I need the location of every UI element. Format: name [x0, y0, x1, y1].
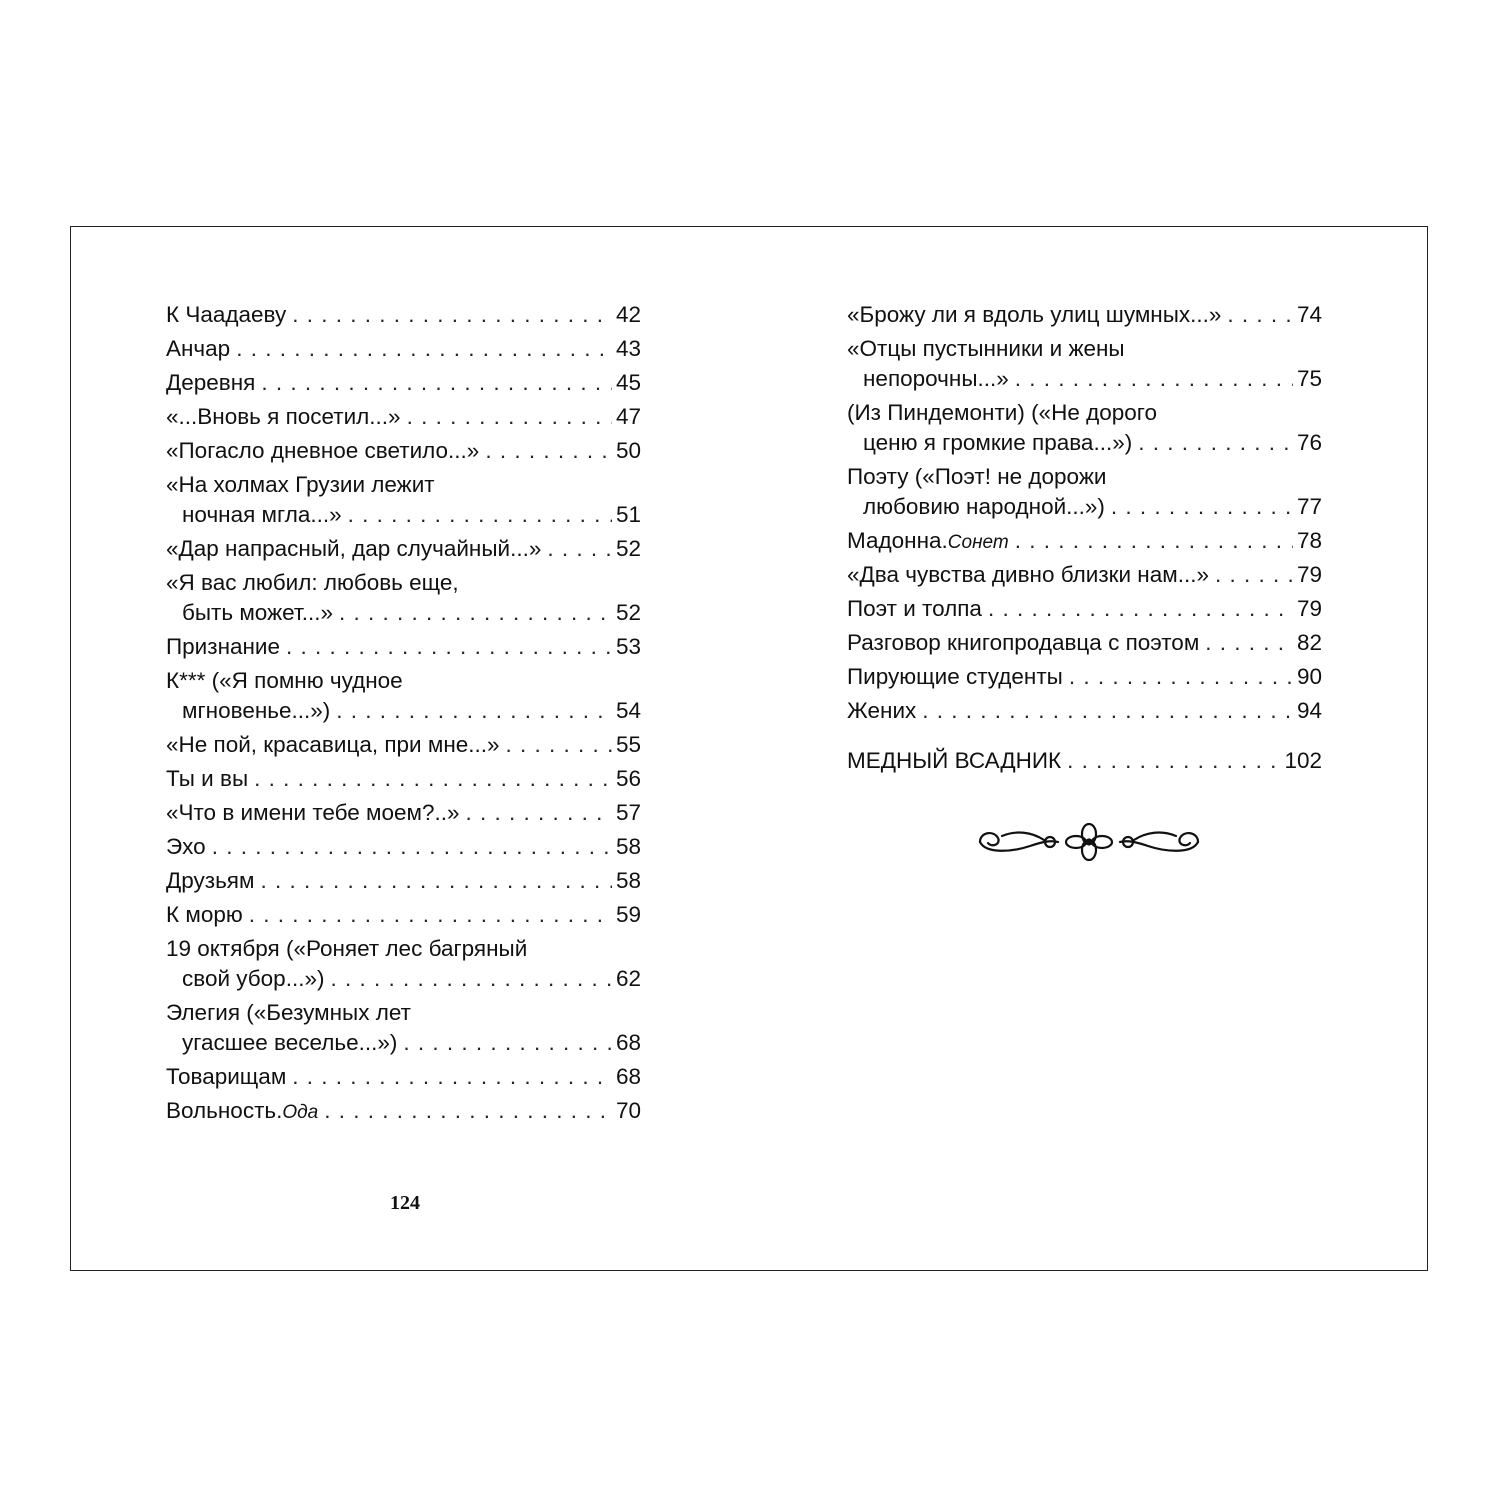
toc-entry-title-continued: угасшее веселье...») [182, 1030, 398, 1055]
toc-entry-title-continued: ночная мгла...» [182, 502, 342, 527]
toc-entry[interactable] [166, 832, 641, 862]
dot-leader [1138, 428, 1293, 458]
toc-entry[interactable] [847, 662, 1322, 692]
toc-entry[interactable] [166, 934, 641, 994]
toc-entry-title: «Я вас любил: любовь еще, [166, 570, 459, 595]
toc-entry-page: 79 [1296, 562, 1322, 587]
section-title: МЕДНЫЙ ВСАДНИК [847, 748, 1062, 773]
toc-entry-page: 79 [1296, 596, 1322, 621]
toc-entry-title: Пирующие студенты [847, 664, 1063, 689]
toc-entry-page: 53 [615, 634, 641, 659]
toc-entry-title: Поэту («Поэт! не дорожи [847, 464, 1107, 489]
toc-entry[interactable] [166, 334, 641, 364]
toc-entry-page: 58 [615, 834, 641, 859]
toc-entry-title: К Чаадаеву [166, 302, 287, 327]
toc-entry-title: «На холмах Грузии лежит [166, 472, 435, 497]
toc-entry[interactable] [166, 300, 641, 330]
toc-entry-title: Эхо [166, 834, 206, 859]
toc-section-entry[interactable] [847, 746, 1322, 776]
dot-leader [1205, 628, 1293, 658]
toc-entry-title: Друзьям [166, 868, 255, 893]
toc-entry-page: 94 [1296, 698, 1322, 723]
dot-leader [1227, 300, 1293, 330]
dot-leader [403, 1028, 612, 1058]
toc-entry-title: К*** («Я помню чудное [166, 668, 403, 693]
toc-entry[interactable] [847, 594, 1322, 624]
toc-entry[interactable] [847, 398, 1322, 458]
toc-entry-title: «Не пой, красавица, при мне...» [166, 732, 500, 757]
toc-entry-page: 78 [1296, 528, 1322, 553]
toc-entry-title: «Отцы пустынники и жены [847, 336, 1125, 361]
toc-entry-page: 52 [615, 600, 641, 625]
dot-leader [212, 832, 612, 862]
toc-entry-page: 68 [615, 1064, 641, 1089]
toc-entry-title-continued: любовию народной...») [863, 494, 1105, 519]
toc-entry-title: «Два чувства дивно близки нам...» [847, 562, 1209, 587]
dot-leader [1215, 560, 1293, 590]
toc-entry-title: «Дар напрасный, дар случайный...» [166, 536, 542, 561]
toc-entry-page: 57 [615, 800, 641, 825]
dot-leader [348, 500, 612, 530]
toc-entry-title: (Из Пиндемонти) («Не дорого [847, 400, 1157, 425]
toc-entry-title: «Погасло дневное светило...» [166, 438, 480, 463]
toc-left-column [166, 300, 641, 1130]
toc-entry-page: 54 [615, 698, 641, 723]
dot-leader [1111, 492, 1293, 522]
toc-entry-genre: Сонет [947, 532, 1009, 553]
toc-entry-page: 68 [615, 1030, 641, 1055]
dot-leader [330, 964, 612, 994]
toc-entry-page: 76 [1296, 430, 1322, 455]
toc-entry[interactable] [166, 568, 641, 628]
toc-entry[interactable] [166, 998, 641, 1058]
dot-leader [336, 696, 612, 726]
toc-entry-page: 77 [1296, 494, 1322, 519]
toc-entry-page: 50 [615, 438, 641, 463]
toc-entry-title-continued: быть может...» [182, 600, 333, 625]
toc-entry[interactable] [166, 1096, 641, 1126]
dot-leader [260, 866, 612, 896]
dot-leader [324, 1096, 612, 1126]
dot-leader [292, 1062, 612, 1092]
toc-entry-title: Элегия («Безумных лет [166, 1000, 411, 1025]
toc-entry-title-continued: ценю я громкие права...») [863, 430, 1133, 455]
page-number: 124 [390, 1192, 420, 1214]
toc-entry-page: 52 [615, 536, 641, 561]
toc-entry[interactable] [166, 798, 641, 828]
toc-entry[interactable] [166, 866, 641, 896]
dot-leader [1015, 526, 1293, 556]
toc-entry[interactable] [847, 300, 1322, 330]
toc-entry-title: «...Вновь я посетил...» [166, 404, 401, 429]
toc-entry-page: 74 [1296, 302, 1322, 327]
toc-entry[interactable] [847, 462, 1322, 522]
dot-leader [249, 900, 612, 930]
toc-entry[interactable] [847, 560, 1322, 590]
toc-entry[interactable] [847, 696, 1322, 726]
toc-entry[interactable] [166, 470, 641, 530]
toc-entry-title: Анчар [166, 336, 231, 361]
toc-entry-page: 51 [615, 502, 641, 527]
toc-entry-title: 19 октября («Роняет лес багряный [166, 936, 528, 961]
toc-entry-title: Поэт и толпа [847, 596, 982, 621]
toc-entry[interactable] [166, 666, 641, 726]
toc-entry[interactable] [166, 368, 641, 398]
toc-entry[interactable] [166, 900, 641, 930]
dot-leader [506, 730, 612, 760]
dot-leader [547, 534, 612, 564]
dot-leader [236, 334, 612, 364]
toc-entry-title: К морю [166, 902, 243, 927]
toc-entry-page: 56 [615, 766, 641, 791]
toc-entry-page: 90 [1296, 664, 1322, 689]
toc-entry[interactable] [166, 534, 641, 564]
toc-entry-page: 75 [1296, 366, 1322, 391]
toc-entry-page: 55 [615, 732, 641, 757]
toc-entry-title-continued: свой убор...») [182, 966, 325, 991]
dot-leader [466, 798, 612, 828]
dot-leader [254, 764, 612, 794]
toc-entry[interactable] [166, 730, 641, 760]
dot-leader [407, 402, 612, 432]
toc-entry[interactable] [847, 628, 1322, 658]
toc-entry-title: Ты и вы [166, 766, 249, 791]
dot-leader [292, 300, 612, 330]
toc-entry-page: 82 [1296, 630, 1322, 655]
toc-entry-title: «Что в имени тебе моем?..» [166, 800, 460, 825]
toc-entry-title-continued: мгновенье...») [182, 698, 331, 723]
dot-leader [1067, 746, 1280, 776]
toc-entry[interactable] [847, 334, 1322, 394]
toc-entry[interactable] [166, 764, 641, 794]
dot-leader [339, 598, 612, 628]
dot-leader [1069, 662, 1293, 692]
toc-entry-page: 42 [615, 302, 641, 327]
toc-entry-title: Товарищам [166, 1064, 287, 1089]
toc-entry-title: Признание [166, 634, 281, 659]
toc-entry[interactable] [166, 402, 641, 432]
toc-entry[interactable] [166, 632, 641, 662]
dot-leader [922, 696, 1293, 726]
toc-entry-page: 58 [615, 868, 641, 893]
toc-entry-page: 59 [615, 902, 641, 927]
toc-entry-title-continued: непорочны...» [863, 366, 1009, 391]
section-page: 102 [1284, 748, 1322, 773]
toc-entry[interactable] [166, 1062, 641, 1092]
toc-entry-title: Жених [847, 698, 917, 723]
toc-entry[interactable] [847, 526, 1322, 556]
toc-entry-title: Мадонна. [847, 528, 948, 553]
toc-entry[interactable] [166, 436, 641, 466]
toc-entry-page: 47 [615, 404, 641, 429]
toc-entry-page: 62 [615, 966, 641, 991]
toc-entry-genre: Ода [282, 1102, 319, 1123]
dot-leader [286, 632, 612, 662]
ornament-flourish-icon [972, 818, 1206, 866]
toc-entry-title: «Брожу ли я вдоль улиц шумных...» [847, 302, 1222, 327]
toc-right-column [847, 300, 1322, 780]
dot-leader [261, 368, 612, 398]
toc-entry-page: 43 [615, 336, 641, 361]
dot-leader [1015, 364, 1293, 394]
toc-entry-page: 45 [615, 370, 641, 395]
toc-entry-title: Вольность. [166, 1098, 283, 1123]
dot-leader [988, 594, 1293, 624]
toc-entry-page: 70 [615, 1098, 641, 1123]
toc-entry-title: Деревня [166, 370, 256, 395]
dot-leader [485, 436, 612, 466]
toc-entry-title: Разговор книгопродавца с поэтом [847, 630, 1200, 655]
